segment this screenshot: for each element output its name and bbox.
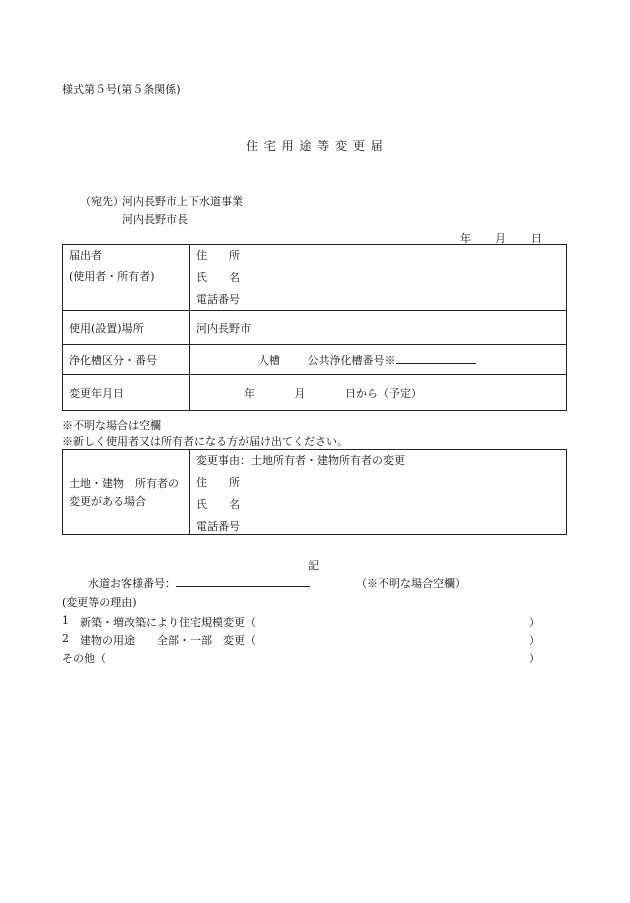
customer-number-blank[interactable] (176, 576, 310, 587)
reason-header: (変更等の理由) (62, 596, 137, 609)
owner-phone-label: 電話番号 (196, 520, 240, 533)
location-value: 河内長野市 (190, 311, 567, 345)
reason-3-text: その他（ (62, 652, 106, 665)
applicant-table (62, 244, 567, 411)
page-title: 住 宅 用 途 等 変 更 届 (246, 139, 384, 153)
change-date-cell (190, 375, 567, 411)
reason-1-number: 1 (62, 614, 69, 627)
owner-change-label-1: 土地・建物 所有者の (69, 477, 179, 490)
owner-address-label: 住 所 (196, 476, 240, 489)
date-month: 月 (495, 232, 506, 245)
addressee-prefix: （宛先） (80, 195, 124, 208)
change-date-from: 日から（予定） (345, 386, 422, 400)
owner-name-label: 氏 名 (196, 498, 240, 511)
location-label: 使用(設置)場所 (63, 311, 190, 345)
septic-public-label: 公共浄化槽番号※ (307, 353, 396, 367)
applicant-label: 届出者 (69, 249, 102, 262)
change-date-year: 年 (244, 386, 255, 400)
reason-1-close: ） (529, 616, 540, 629)
note-new-owner: ※新しく使用者又は所有者になる方が届け出てください。 (62, 435, 348, 448)
reason-1-text: 新築・増改築により住宅規模変更（ (80, 616, 256, 629)
septic-cell (190, 345, 567, 375)
phone-label: 電話番号 (196, 293, 240, 306)
name-label: 氏 名 (196, 271, 240, 284)
change-date-label: 変更年月日 (63, 375, 190, 411)
owner-change-fields-cell (190, 450, 567, 535)
reason-3-close: ） (529, 652, 540, 665)
septic-persons: 人槽 (258, 353, 280, 367)
form-number: 様式第５号(第５条関係) (62, 83, 181, 96)
customer-number-row (88, 575, 310, 591)
septic-number-blank[interactable] (396, 353, 476, 364)
owner-change-label-2: 変更がある場合 (69, 495, 146, 508)
addressee-line1: 河内長野市上下水道事業 (122, 195, 243, 208)
address-label: 住 所 (196, 249, 240, 262)
ki-heading: 記 (308, 559, 319, 572)
addressee-line2: 河内長野市長 (122, 213, 188, 226)
date-year: 年 (460, 232, 471, 245)
owner-change-table (62, 449, 567, 535)
owner-change-label-cell (63, 450, 190, 535)
applicant-label-cell (63, 245, 190, 311)
note-unknown: ※不明な場合は空欄 (62, 419, 161, 432)
date-day: 日 (531, 232, 542, 245)
customer-number-note: （※不明な場合空欄） (356, 577, 466, 590)
change-date-month: 月 (294, 386, 306, 400)
change-reason: 変更事由：土地所有者・建物所有者の変更 (196, 454, 405, 467)
applicant-role-label: (使用者・所有者) (69, 270, 155, 283)
reason-2-number: 2 (62, 632, 69, 645)
applicant-fields-cell (190, 245, 567, 311)
reason-2-text: 建物の用途 全部・一部 変更（ (80, 634, 256, 647)
reason-2-close: ） (529, 634, 540, 647)
septic-label: 浄化槽区分・番号 (63, 345, 190, 375)
customer-number-label: 水道お客様番号： (88, 577, 176, 590)
